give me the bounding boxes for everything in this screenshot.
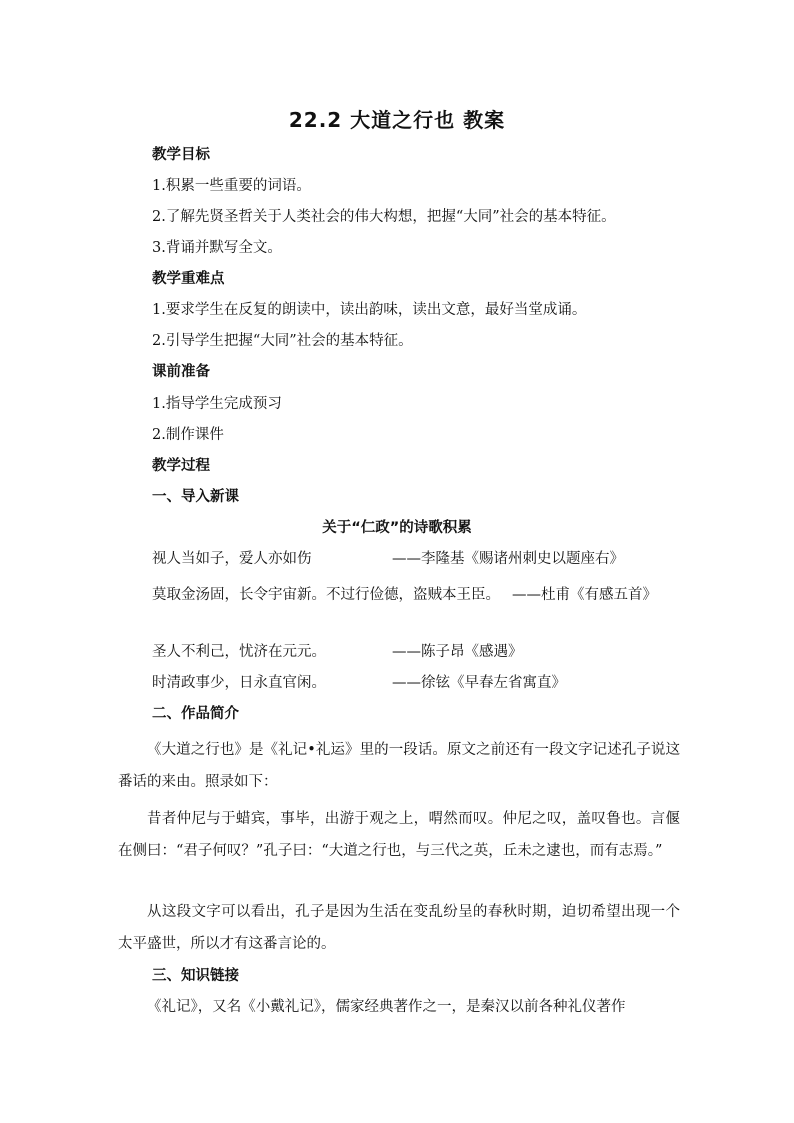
goal-item: 2.了解先贤圣哲关于人类社会的伟大构想，把握“大同”社会的基本特征。	[152, 209, 616, 225]
paragraph: 昔者仲尼与于蜡宾，事毕，出游于观之上，喟然而叹。仲尼之叹，盖叹鲁也。言偃在侧曰：“君子何叹？”孔子曰：“大道之行也，与三代之英，丘未之逮也，而有志焉。”	[118, 811, 680, 859]
poem-text: 圣人不利己，忧济在元元。	[152, 644, 326, 660]
poem-source: ——徐铉《早春左省寓直》	[392, 675, 566, 691]
poem-source: ——李隆基《赐诸州刺史以题座右》	[392, 551, 624, 567]
preparation-heading: 课前准备	[152, 364, 210, 380]
poem-text: 莫取金汤固，长令宇宙新。不过行俭德，盗贼本王臣。	[152, 587, 500, 603]
poem-line	[152, 580, 680, 611]
poem-line	[152, 642, 523, 662]
preparation-item: 2.制作课件	[152, 427, 224, 443]
poem-line	[152, 673, 566, 693]
paragraph: 从这段文字可以看出，孔子是因为生活在变乱纷呈的春秋时期，迫切希望出现一个太平盛世，所以才有这番言论的。	[118, 904, 680, 952]
poem-collection-subtitle: 关于“仁政”的诗歌积累	[322, 520, 472, 536]
page-title: 22.2 大道之行也 教案	[288, 108, 506, 132]
preparation-item: 1.指导学生完成预习	[152, 396, 282, 412]
poem-line	[152, 549, 624, 569]
key-point-item: 1.要求学生在反复的朗读中，读出韵味，读出文意，最好当堂成诵。	[152, 302, 587, 318]
key-points-heading: 教学重难点	[152, 271, 225, 287]
section-heading-intro-work: 二、作品简介	[152, 706, 239, 722]
goal-item: 1.积累一些重要的词语。	[152, 178, 311, 194]
poem-source: ——陈子昂《感遇》	[392, 644, 523, 660]
section-heading-knowledge: 三、知识链接	[152, 968, 239, 984]
process-heading: 教学过程	[152, 458, 210, 474]
paragraph: 《大道之行也》是《礼记•礼运》里的一段话。原文之前还有一段文字记述孔子说这番话的来由。照录如下：	[118, 742, 680, 790]
paragraph: 《礼记》，又名《小戴礼记》，儒家经典著作之一，是秦汉以前各种礼仪著作	[147, 999, 626, 1015]
section-heading-intro: 一、导入新课	[152, 489, 239, 505]
poem-source: ——杜甫《有感五首》	[512, 587, 657, 603]
poem-text: 视人当如子，爱人亦如伤	[152, 551, 312, 567]
goal-item: 3.背诵并默写全文。	[152, 240, 282, 256]
key-point-item: 2.引导学生把握“大同”社会的基本特征。	[152, 333, 413, 349]
goals-heading: 教学目标	[152, 147, 210, 163]
poem-text: 时清政事少，日永直官闲。	[152, 675, 326, 691]
